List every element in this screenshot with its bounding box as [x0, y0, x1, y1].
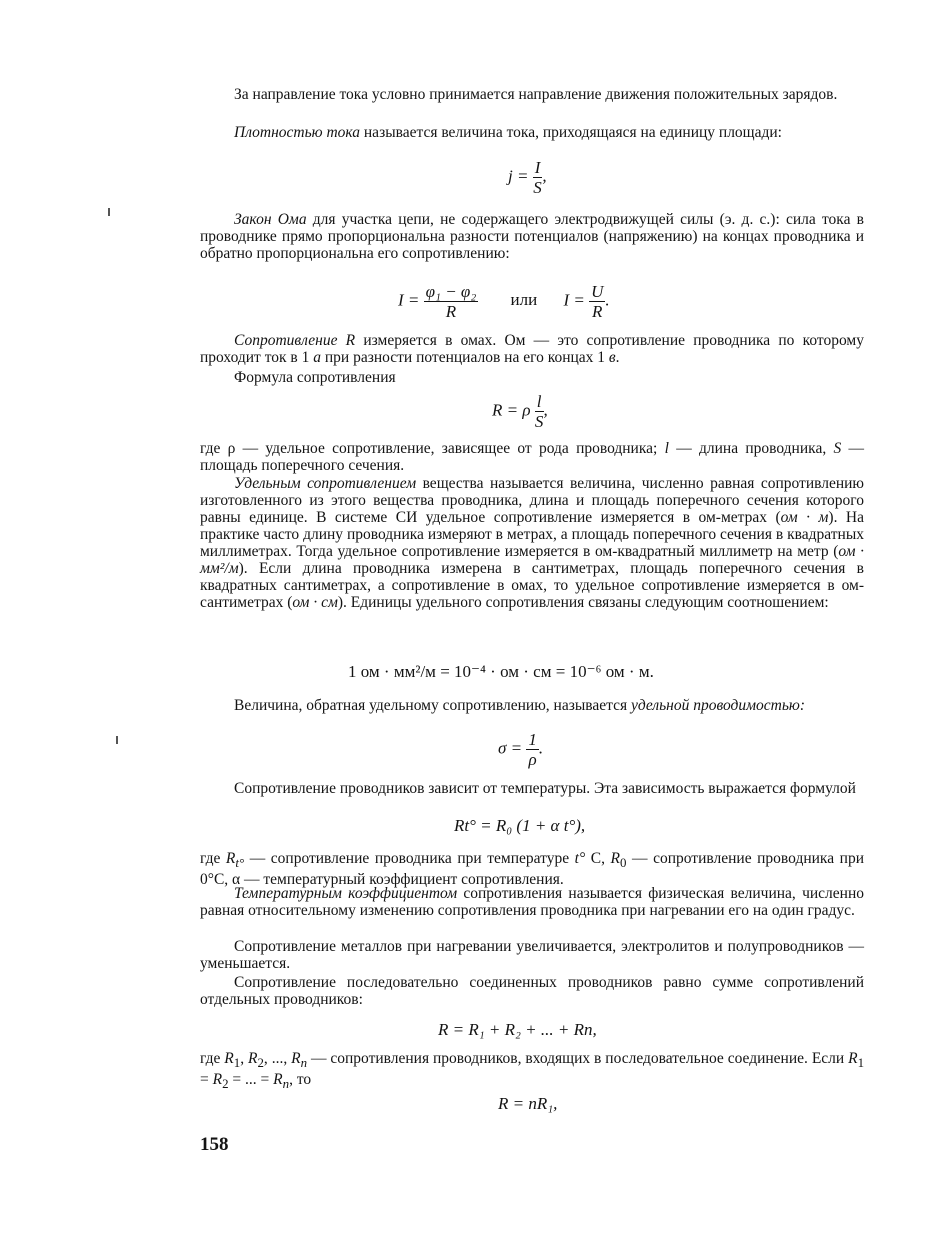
paragraph-current-density: Плотностью тока называется величина тока, приходящаяся на единицу площади: — [234, 124, 782, 141]
paragraph-ohm-law: Закон Ома для участка цепи, не содержащего электродвижущей силы (э. д. с.): сила тока в проводнике прямо пропорциональна разности потенциалов (напряжению) на концах проводника и обратно пропорциональна его сопротивлению: — [200, 211, 865, 262]
paragraph-series: Сопротивление последовательно соединенных проводников равно сумме сопротивлений отдельных проводников: — [200, 974, 864, 1008]
paragraph-resistance-units: Сопротивление R измеряется в омах. Ом — это сопротивление проводника по которому проходит ток в 1 а при разности потенциалов на его концах 1 в. — [200, 332, 864, 366]
paragraph-temperature: Сопротивление проводников зависит от температуры. Эта зависимость выражается формулой — [234, 780, 856, 797]
formula-series: R = R₁ + R₂ + ... + Rn, — [438, 1020, 597, 1039]
paragraph-current-direction: За направление тока условно принимается направление движения положительных зарядов. — [234, 86, 838, 103]
formula-series-equal: R = nR₁, — [498, 1094, 558, 1113]
paragraph-resistance-formula: Формула сопротивления — [234, 369, 396, 386]
paragraph-conductivity: Величина, обратная удельному сопротивлению, называется удельной проводимостью: — [234, 697, 805, 714]
margin-mark — [108, 208, 110, 216]
paragraph-where-rt: где $R_{t^\circ}$ — сопротивление проводника при температуре t° C, $R_0$ — сопротивление проводника при 0°C, α — температурный коэффициент сопротивления. — [200, 850, 865, 889]
paragraph-where-r1: где $R_1$, $R_2$, ..., $R_n$ — сопротивления проводников, входящих в последовательное соединение. Если $R_1 = R_2$ = ... = $R_n$, то — [200, 1050, 865, 1092]
paragraph-metals: Сопротивление металлов при нагревании увеличивается, электролитов и полупроводников — уменьшается. — [200, 938, 864, 972]
paragraph-resistivity: Удельным сопротивлением вещества называется величина, численно равная сопротивлению изготовленного из этого вещества проводника, длина и площадь поперечного сечения которого равны единице. В системе СИ удельное сопротивление измеряется в ом-метрах (ом · м). На практике часто длину проводника измеряют в метрах, а площадь поперечного сечения в квадратных миллиметрах. Тогда удельное сопротивление измеряется в ом-квадратный миллиметр на метр (ом · мм²/м). Если длина проводника измерена в сантиметрах, площадь поперечного сечения в квадратных сантиметрах, а сопротивление в омах, то удельное сопротивление измеряется в ом-сантиметрах (ом · см). Единицы удельного сопротивления связаны следующим соотношением: — [200, 475, 865, 611]
paragraph-temp-coefficient: Температурным коэффициентом сопротивления называется физическая величина, численно равная относительному изменению сопротивления проводника при нагревании его на один градус. — [200, 885, 865, 919]
formula-current-density: j = $\frac{I}{S}$ , — [508, 158, 547, 197]
page-number: 158 — [200, 1134, 229, 1155]
formula-conductivity: σ = $\frac{1}{\rho}$ . — [498, 730, 544, 769]
formula-resistance: R = ρ $\frac{l}{S}$ , — [492, 392, 548, 431]
formula-temperature: Rt° = R₀ (1 + α t°), — [454, 816, 586, 835]
formula-ohm-law: I = $\frac{\text{φ₁ − φ₂}}{R}$ или I = $\frac{U}{R}$ . — [398, 282, 610, 321]
margin-mark — [116, 736, 118, 744]
formula-units-relation: 1 ом · мм²/м = 10⁻⁴ · ом · см = 10⁻⁶ ом · м. — [348, 662, 654, 681]
paragraph-where-rho: где ρ — удельное сопротивление, зависящее от рода проводника; l — длина проводника, S — площадь поперечного сечения. — [200, 440, 864, 474]
